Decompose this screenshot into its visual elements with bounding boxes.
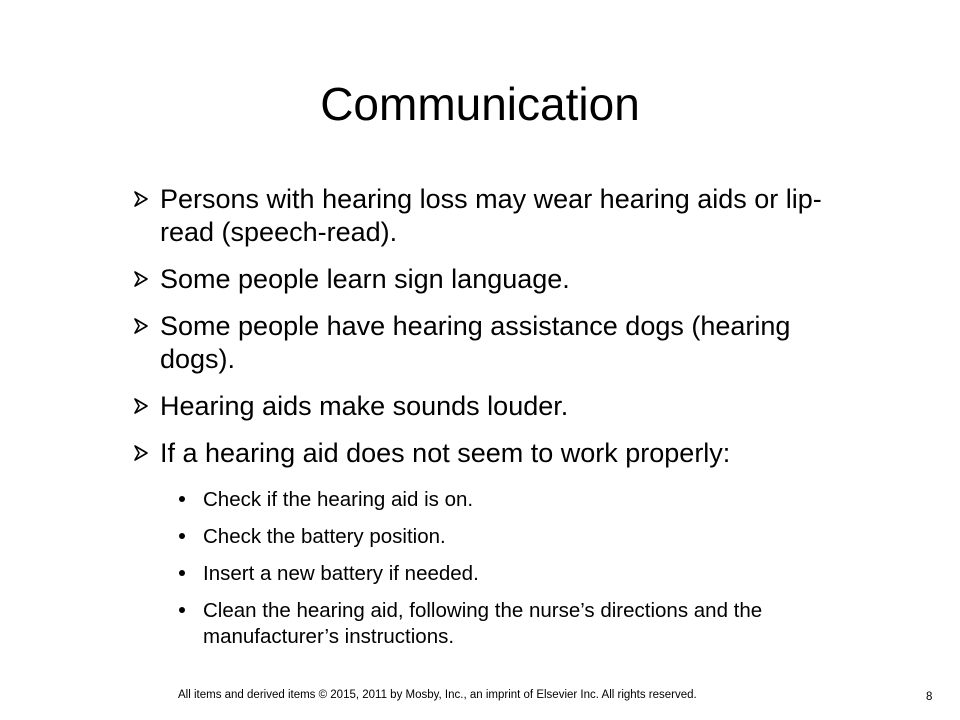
bullet-list [130, 183, 870, 484]
bullet-text: Some people learn sign language. [160, 264, 570, 294]
sub-bullet-text: Clean the hearing aid, following the nurse’s directions and the manufacturer’s instructions. [203, 599, 763, 648]
bullet-text: Some people have hearing assistance dogs (hearing dogs). [160, 311, 791, 374]
arrowhead-bullet-icon [133, 318, 149, 334]
bullet-item [130, 263, 870, 296]
sub-bullet-item [177, 487, 877, 513]
copyright-footer: All items and derived items © 2015, 2011 by Mosby, Inc., an imprint of Elsevier Inc. All rights reserved. [178, 689, 697, 701]
bullet-item [130, 437, 870, 470]
dot-bullet-icon [179, 607, 185, 613]
sub-bullet-item [177, 598, 877, 650]
bullet-item [130, 183, 870, 249]
sub-bullet-list [177, 487, 877, 661]
bullet-text: Hearing aids make sounds louder. [160, 391, 569, 421]
arrowhead-bullet-icon [133, 191, 149, 207]
arrowhead-bullet-icon [133, 445, 149, 461]
sub-bullet-item [177, 524, 877, 550]
sub-bullet-text: Check if the hearing aid is on. [203, 488, 474, 511]
bullet-item [130, 390, 870, 423]
sub-bullet-text: Check the battery position. [203, 525, 446, 548]
dot-bullet-icon [179, 533, 185, 539]
dot-bullet-icon [179, 570, 185, 576]
slide-title: Communication [320, 78, 640, 130]
bullet-item [130, 310, 870, 376]
page-number: 8 [926, 691, 933, 703]
dot-bullet-icon [179, 496, 185, 502]
arrowhead-bullet-icon [133, 271, 149, 287]
sub-bullet-item [177, 561, 877, 587]
sub-bullet-text: Insert a new battery if needed. [203, 562, 479, 585]
bullet-text: If a hearing aid does not seem to work properly: [160, 438, 731, 468]
arrowhead-bullet-icon [133, 398, 149, 414]
bullet-text: Persons with hearing loss may wear hearing aids or lip-read (speech-read). [160, 184, 822, 247]
